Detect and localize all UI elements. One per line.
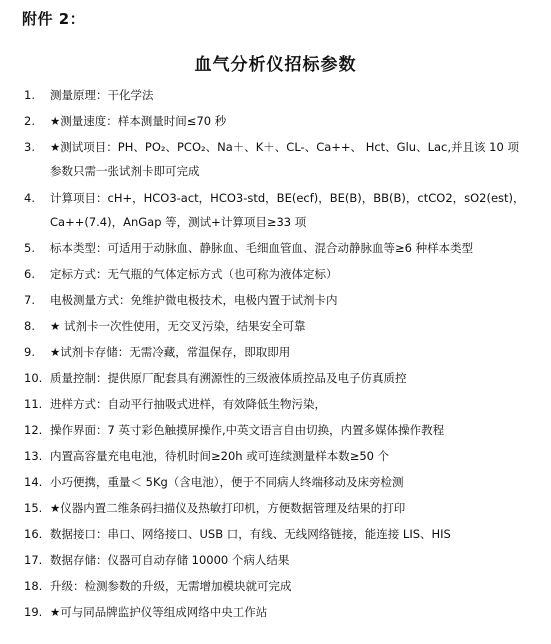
list-item: [0, 497, 551, 523]
list-item: [0, 341, 551, 367]
item-number: 5.: [24, 241, 35, 255]
item-text: 质量控制：提供原厂配套具有溯源性的三级液体质控品及电子仿真质控: [50, 371, 407, 385]
item-number: 1.: [24, 88, 35, 102]
item-number: 17.: [24, 553, 43, 567]
item-text: ★仪器内置二维条码扫描仪及热敏打印机，方便数据管理及结果的打印: [50, 501, 406, 515]
list-item: [0, 84, 551, 110]
list-item: [0, 263, 551, 289]
item-number: 19.: [24, 605, 43, 619]
list-item: [0, 471, 551, 497]
item-text: ★测试项目：PH、PO₂、PCO₂、Na＋、K＋、CL-、Ca++、 Hct、Glu、Lac,并且该 10 项: [50, 140, 519, 154]
item-number: 7.: [24, 293, 35, 307]
item-text: 标本类型：可适用于动脉血、静脉血、毛细血管血、混合动静脉血等≥6 种样本类型: [50, 241, 474, 255]
item-text: 参数只需一张试剂卡即可完成: [50, 164, 200, 178]
list-item: [0, 187, 551, 211]
item-text: 测量原理：干化学法: [50, 88, 154, 102]
item-text: ★可与同品牌监护仪等组成网络中央工作站: [50, 605, 268, 619]
list-item-continuation: [0, 211, 551, 237]
item-number: 10.: [24, 371, 43, 385]
item-text: 数据接口：串口、网络接口、USB 口，有线、无线网络链接，能连接 LIS、HIS: [50, 527, 451, 541]
item-number: 2.: [24, 114, 35, 128]
list-item: [0, 445, 551, 471]
spec-list: [0, 84, 551, 625]
document-title: 血气分析仪招标参数: [194, 55, 357, 75]
list-item: [0, 575, 551, 601]
list-item: [0, 315, 551, 341]
list-item: [0, 367, 551, 393]
item-number: 11.: [24, 397, 43, 411]
item-text: 定标方式：无气瓶的气体定标方式（也可称为液体定标）: [50, 267, 338, 281]
list-item: [0, 393, 551, 419]
item-number: 16.: [24, 527, 43, 541]
item-number: 14.: [24, 475, 43, 489]
item-number: 9.: [24, 345, 35, 359]
item-text: 计算项目：cH+，HCO3-act，HCO3-std，BE(ecf)，BE(B)，BB(B)，ctCO2，sO2(est)，: [50, 191, 525, 205]
item-number: 6.: [24, 267, 35, 281]
list-item: [0, 419, 551, 445]
list-item-continuation: [0, 160, 551, 187]
item-text: ★ 试剂卡一次性使用，无交叉污染，结果安全可靠: [50, 319, 306, 333]
item-text: 小巧便携，重量＜ 5Kg（含电池），便于不同病人终端移动及床旁检测: [50, 475, 404, 489]
item-number: 13.: [24, 449, 43, 463]
item-text: 电极测量方式：免维护微电极技术，电极内置于试剂卡内: [50, 293, 338, 307]
item-text: 升级：检测参数的升级，无需增加模块就可完成: [50, 579, 292, 593]
item-text: 进样方式：自动平行抽吸式进样，有效降低生物污染，: [50, 397, 326, 411]
item-text: Ca++(7.4)，AnGap 等，测试+计算项目≥33 项: [50, 215, 307, 229]
item-text: ★测量速度：样本测量时间≤70 秒: [50, 114, 227, 128]
item-text: 数据存储：仪器可自动存储 10000 个病人结果: [50, 553, 290, 567]
list-item: [0, 549, 551, 575]
list-item: [0, 289, 551, 315]
item-number: 18.: [24, 579, 43, 593]
attachment-label: 附件 2：: [22, 10, 86, 28]
list-item: [0, 523, 551, 549]
item-text: ★试剂卡存储：无需冷藏，常温保存，即取即用: [50, 345, 291, 359]
item-number: 15.: [24, 501, 43, 515]
item-number: 3.: [24, 140, 35, 154]
item-text: 操作界面：7 英寸彩色触摸屏操作,中英文语言自由切换，内置多媒体操作教程: [50, 423, 445, 437]
list-item: [0, 136, 551, 160]
item-number: 4.: [24, 191, 35, 205]
list-item: [0, 601, 551, 625]
item-number: 8.: [24, 319, 35, 333]
item-text: 内置高容量充电电池，待机时间≥20h 或可连续测量样本数≥50 个: [50, 449, 390, 463]
list-item: [0, 110, 551, 136]
item-number: 12.: [24, 423, 43, 437]
list-item: [0, 237, 551, 263]
